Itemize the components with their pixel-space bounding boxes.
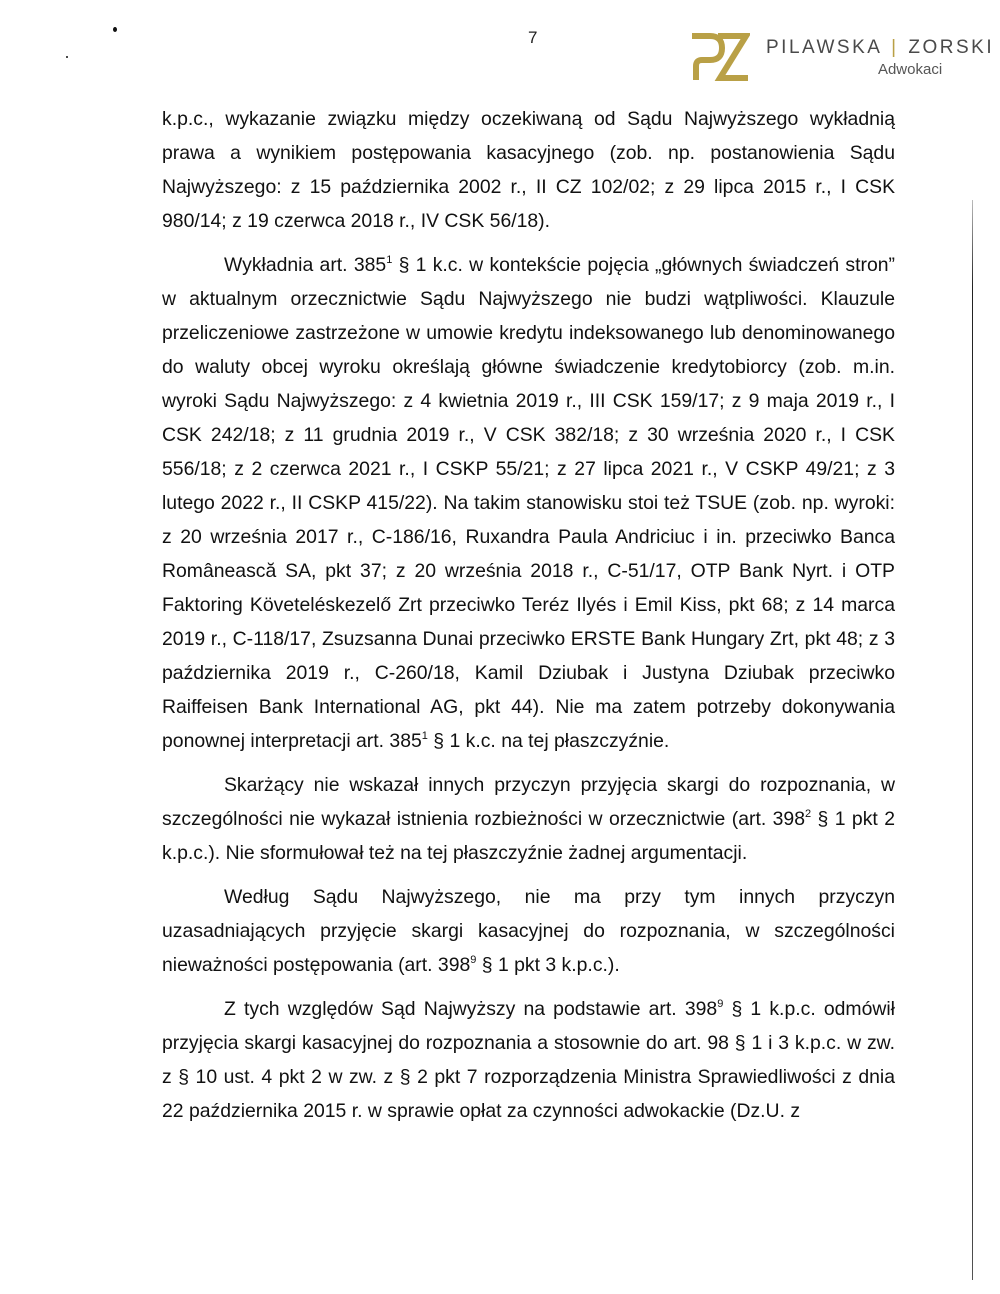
text-segment: § 1 pkt 2 k.p.c.). Nie sformułował też na tej płaszczyźnie żadnej argumentacji. bbox=[162, 808, 895, 864]
superscript: 1 bbox=[421, 730, 428, 742]
logo-name-right: ZORSKI bbox=[908, 36, 995, 58]
superscript: 9 bbox=[717, 998, 724, 1010]
scan-edge-line bbox=[972, 200, 973, 1280]
paragraph-4 bbox=[162, 880, 895, 982]
logo-subtitle: Adwokaci bbox=[877, 60, 943, 78]
text-segment: Wykładnia art. 385 bbox=[224, 254, 387, 276]
scan-speck bbox=[113, 27, 117, 32]
paragraph-1 bbox=[162, 102, 895, 238]
text-segment: Z tych względów Sąd Najwyższy na podstawie art. 398 bbox=[224, 998, 718, 1020]
page-number: 7 bbox=[528, 28, 538, 47]
superscript: 2 bbox=[805, 808, 812, 820]
logo-name-left: PILAWSKA bbox=[766, 36, 882, 58]
text-segment: Według Sądu Najwyższego, nie ma przy tym innych przyczyn uzasadniających przyjęcie skargi kasacyjnej do rozpoznania, w szczególności nieważności postępowania (art. 398 bbox=[162, 886, 895, 976]
paragraph-2 bbox=[162, 248, 895, 758]
text-segment: k.p.c., wykazanie związku między oczekiwaną od Sądu Najwyższego wykładnią prawa a wynikiem postępowania kasacyjnego (zob. np. postanowienia Sądu Najwyższego: z 15 października 2002 r., II CZ 102/02; z 29 lipca 2015 r., I CSK 980/14; z 19 czerwca 2018 r., IV CSK 56/18). bbox=[162, 108, 895, 232]
document-body bbox=[162, 102, 895, 1128]
superscript: 9 bbox=[470, 954, 477, 966]
text-segment: Skarżący nie wskazał innych przyczyn przyjęcia skargi do rozpoznania, w szczególności nie wykazał istnienia rozbieżności w orzecznictwie (art. 398 bbox=[162, 774, 895, 830]
scan-speck bbox=[66, 56, 68, 58]
text-segment: § 1 k.p.c. odmówił przyjęcia skargi kasacyjnej do rozpoznania a stosownie do art. 98 § 1 i 3 k.p.c. w zw. z § 10 ust. 4 pkt 2 w zw. z § 2 pkt 7 rozporządzenia Ministra Sprawiedliwości z dnia 22 października 2015 r. w sprawie opłat za czynności adwokackie (Dz.U. z bbox=[162, 998, 895, 1122]
pz-monogram-icon bbox=[688, 32, 750, 82]
paragraph-3 bbox=[162, 768, 895, 870]
firm-logo bbox=[688, 32, 994, 82]
superscript: 1 bbox=[386, 254, 393, 266]
paragraph-5 bbox=[162, 992, 895, 1128]
text-segment: § 1 pkt 3 k.p.c.). bbox=[476, 954, 620, 976]
text-segment: § 1 k.c. w kontekście pojęcia „głównych świadczeń stron” w aktualnym orzecznictwie Sądu Najwyższego nie budzi wątpliwości. Klauzule przeliczeniowe zastrzeżone w umowie kredytu indeksowanego lub denominowanego do waluty obcej wyroku określają główne świadczenie kredytobiorcy (zob. m.in. wyroki Sądu Najwyższego: z 4 kwietnia 2019 r., III CSK 159/17; z 9 maja 2019 r., I CSK 242/18; z 11 grudnia 2019 r., V CSK 382/18; z 30 września 2020 r., I CSK 556/18; z 2 czerwca 2021 r., I CSKP 55/21; z 27 lipca 2021 r., V CSKP 49/21; z 3 lutego 2022 r., II CSKP 415/22). Na takim stanowisku stoi też TSUE (zob. np. wyroki: z 20 września 2017 r., C-186/16, Ruxandra Paula Andriciuc i in. przeciwko Banca Românească SA, pkt 37; z 20 września 2018 r., C-51/17, OTP Bank Nyrt. i OTP Faktoring Követeléskezelő Zrt przeciwko Teréz Ilyés i Emil Kiss, pkt 68; z 14 marca 2019 r., C-118/17, Zsuzsanna Dunai przeciwko ERSTE Bank Hungary Zrt, pkt 48; z 3 października 2019 r., C-260/18, Kamil Dziubak i Justyna Dziubak przeciwko Raiffeisen Bank International AG, pkt 44). Nie ma zatem potrzeby dokonywania ponownej interpretacji art. 385 bbox=[162, 254, 895, 752]
text-segment: § 1 k.c. na tej płaszczyźnie. bbox=[427, 730, 670, 752]
logo-separator: | bbox=[891, 36, 899, 58]
